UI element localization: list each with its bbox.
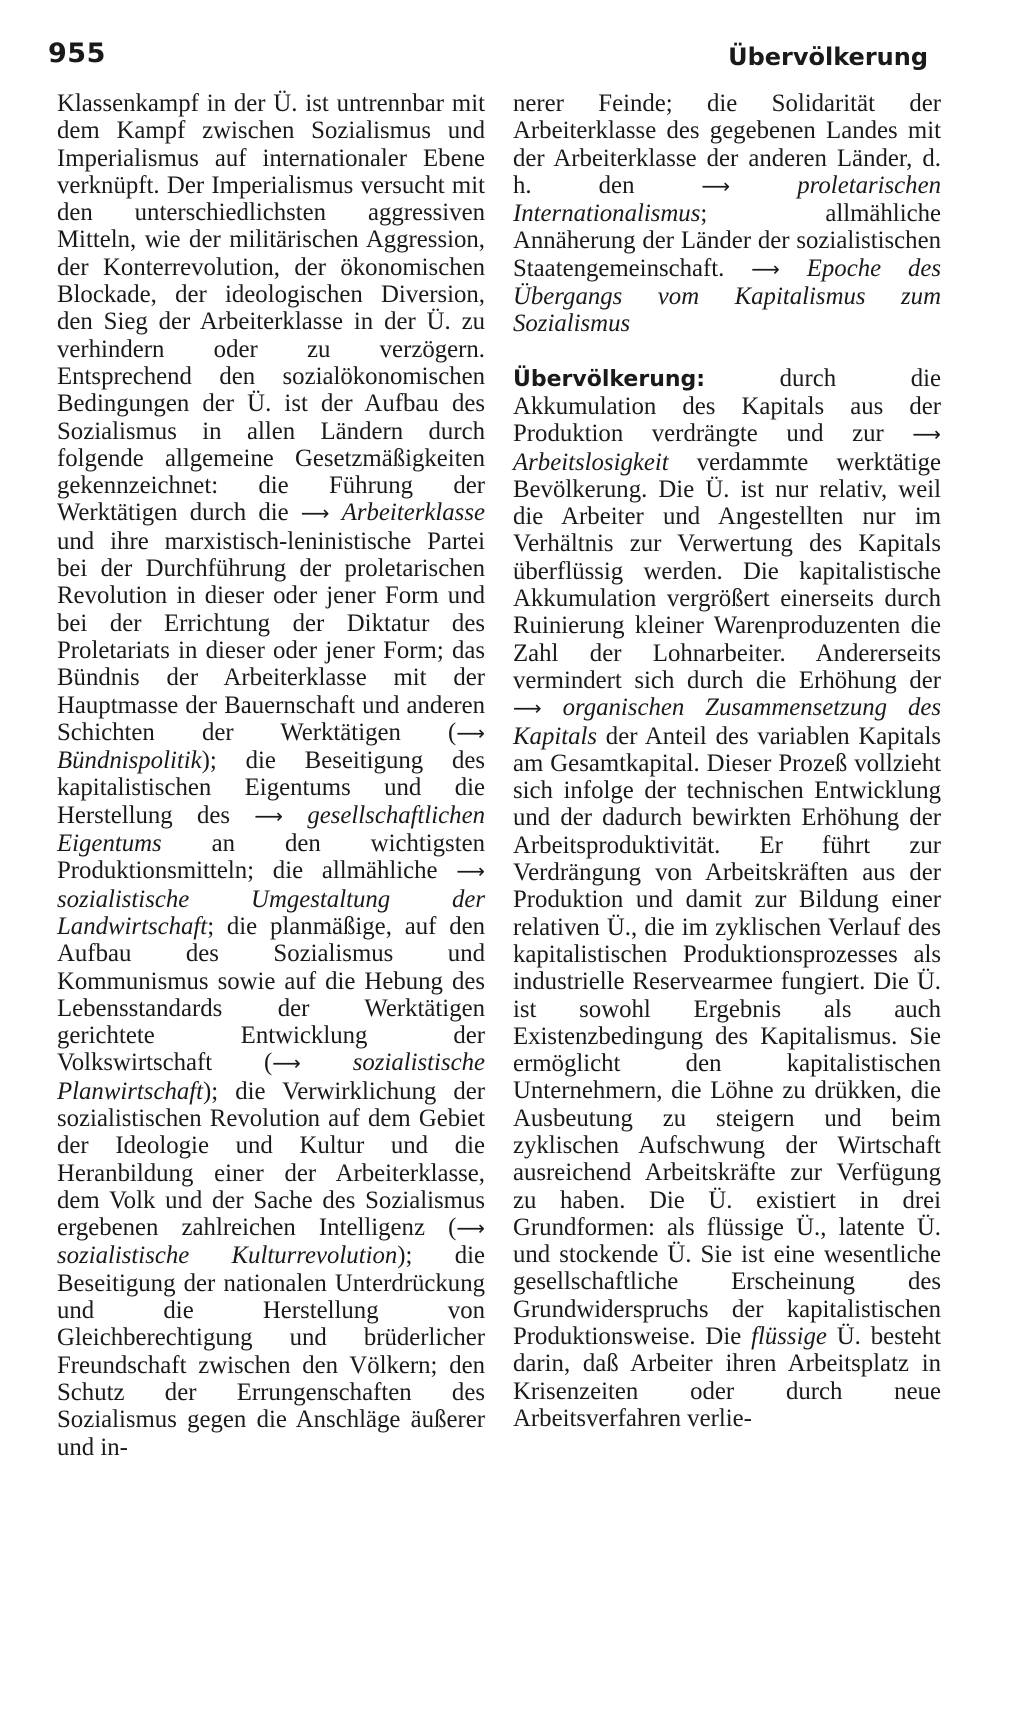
body-text: durch die Akkumulation des Kapitals aus der Produktion verdrängte und zur xyxy=(513,364,941,448)
body-text: Ü. besteht darin, daß Arbeiter ihren Arbeitsplatz in Krisenzeiten oder durch neue Arbeitsverfahren verlie- xyxy=(513,1323,942,1432)
body-text: nerer Feinde; die Solidarität der Arbeiterklasse des gegebenen Landes mit der Arbeiterklasse der anderen Länder, d. h. den xyxy=(513,90,941,199)
body-text xyxy=(730,172,797,199)
cross-reference-arrow-icon: ⟶ xyxy=(456,859,485,884)
body-text: der Anteil des variablen Kapitals am Gesamtkapital. Dieser Prozeß vollzieht sich infolge der technischen Entwicklung und der dadurch bewirkten Erhöhung der Arbeitsproduktivität. Er führt zur Verdrängung von Arbeitskräften aus der Produktion und damit zur Bildung einer relativen Ü., die im zyklischen Verlauf des kapitalistischen Produktionsprozesses als industrielle Reservearmee fungiert. Die Ü. ist sowohl Ergebnis als auch Existenzbedingung des Kapitalismus. Sie ermöglicht den kapitalistischen Unternehmern, die Löhne zu drükken, die Ausbeutung zu steigern und beim zyklischen Aufschwung der Wirtschaft ausreichend Arbeitskräfte zur Verfügung zu haben. Die Ü. existiert in drei Grundformen: als flüssige Ü., latente Ü. und stockende Ü. Sie ist eine wesentliche gesellschaftliche Erscheinung des Grundwiderspruchs der kapitalistischen Produktionsweise. Die xyxy=(513,722,941,1351)
cross-reference: sozialistische Umgestaltung der Landwirtschaft xyxy=(57,885,485,940)
body-text xyxy=(330,499,342,526)
cross-reference-arrow-icon: ⟶ xyxy=(456,1216,485,1241)
cross-reference-arrow-icon: ⟶ xyxy=(300,501,330,526)
body-text: verdammte werktätige Bevölkerung. Die Ü. ist nur relativ, weil die Arbeiter und Angestellten nur im Verhältnis zur Verwertung des Kapitals überflüssig werden. Die kapitalistische Akkumulation vergrößert einerseits durch Ruinierung kleiner Warenproduzenten die Zahl der Lohnarbeiter. Andererseits vermindert sich durch die Erhöhung der xyxy=(513,448,941,694)
page-number: 955 xyxy=(48,38,106,69)
cross-reference-arrow-icon: ⟶ xyxy=(254,803,284,828)
body-text: Klassenkampf in der Ü. ist untrennbar mit dem Kampf zwischen Sozialismus und Imperialismus auf internationaler Ebene verknüpft. Der Imperialismus versucht mit den unterschiedlichsten aggressiven Mitteln, wie der militärischen Aggression, der Konterrevolution, der ökonomischen Blockade, der ideologischen Diversion, den Sieg der Arbeiterklasse in der Ü. zu verhindern oder zu verzögern. Entsprechend den sozialökonomischen Bedingungen der Ü. ist der Aufbau des Sozialismus in allen Ländern durch folgende allgemeine Gesetzmäßigkeiten gekennzeichnet: die Führung der Werktätigen durch die xyxy=(57,90,485,527)
cross-reference-arrow-icon: ⟶ xyxy=(272,1051,301,1076)
entry-headword: Übervölkerung: xyxy=(513,366,706,392)
body-text xyxy=(301,1049,353,1076)
body-text: ); die Verwirklichung der sozialistischen Revolution auf dem Gebiet der Ideologie und Kultur und die Heranbildung einer der Arbeiterklasse, dem Volk und der Sache des Sozialismus ergebenen zahlreichen Intelligenz ( xyxy=(57,1077,485,1242)
body-text: an den wichtigsten Produktionsmitteln; die allmähliche xyxy=(57,830,485,885)
body-text xyxy=(542,694,563,721)
body-text: ; die planmäßige, auf den Aufbau des Sozialismus und Kommunismus sowie auf die Hebung des Lebensstandards der Werktätigen gerichtete Entwicklung der Volkswirtschaft ( xyxy=(57,912,485,1077)
cross-reference: Arbeiterklasse xyxy=(341,499,485,527)
paragraph xyxy=(513,90,941,338)
body-text: ); die Beseitigung der nationalen Unterdrückung und die Herstellung von Gleichberechtigung und brüderlicher Freundschaft zwischen den Völkern; den Schutz der Errungenschaften des Sozialismus gegen die Anschläge äußerer und in- xyxy=(57,1242,485,1461)
cross-reference: flüssige xyxy=(751,1323,827,1351)
body-text xyxy=(283,802,307,829)
cross-reference-arrow-icon: ⟶ xyxy=(751,256,780,281)
body-text: ; allmähliche Annäherung der Länder der sozialistischen Staatengemeinschaft. xyxy=(513,200,941,282)
cross-reference: Epoche des Übergangs vom Kapitalismus zum Sozialismus xyxy=(513,254,941,338)
paragraph xyxy=(513,365,941,1433)
cross-reference: Bündnispolitik xyxy=(57,747,202,775)
cross-reference: sozialistische Planwirtschaft xyxy=(57,1049,486,1105)
body-text: und ihre marxistisch-leninistische Partei bei der Durchführung der proletarischen Revolution in dieser oder jener Form und bei der Errichtung der Diktatur des Proletariats in dieser oder jener Form; das Bündnis der Arbeiterklasse mit der Hauptmasse der Bauernschaft und anderen Schichten der Werktätigen ( xyxy=(57,527,485,746)
cross-reference-arrow-icon: ⟶ xyxy=(701,173,731,198)
running-head: Übervölkerung xyxy=(728,43,928,71)
cross-reference: organischen Zusammensetzung des Kapitals xyxy=(513,694,941,750)
cross-reference: gesellschaftlichen Eigentums xyxy=(57,801,485,858)
cross-reference-arrow-icon: ⟶ xyxy=(513,696,542,721)
body-text: ); die Beseitigung des kapitalistischen Eigentums und die Herstellung des xyxy=(57,747,485,829)
paragraph xyxy=(57,90,485,1461)
cross-reference: proletarischen Internationalismus xyxy=(513,171,941,228)
body-text xyxy=(780,255,807,282)
cross-reference: Arbeitslosigkeit xyxy=(513,448,669,476)
cross-reference: sozialistische Kulturrevolution xyxy=(57,1242,398,1270)
left-column xyxy=(57,90,485,1461)
cross-reference-arrow-icon: ⟶ xyxy=(912,422,941,447)
right-column xyxy=(513,90,941,1432)
cross-reference-arrow-icon: ⟶ xyxy=(456,720,485,745)
